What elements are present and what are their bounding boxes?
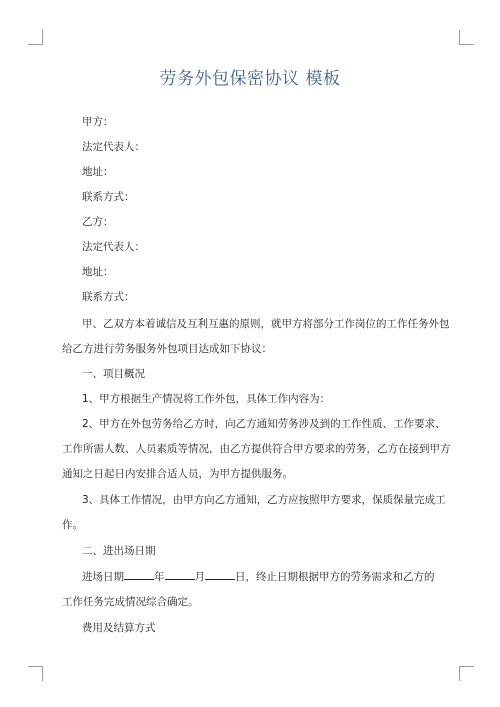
- crop-mark-top-right: [459, 30, 474, 45]
- document-title: 劳务外包保密协议 模板: [159, 69, 341, 89]
- item-2-line-2: 工作所需人数、人员素质等情况，由乙方提供符合甲方要求的劳务，乙方在接到甲方: [62, 443, 451, 455]
- intro-line-2: 给乙方进行劳务服务外包项目达成如下协议：: [62, 343, 272, 355]
- entry-date-line: [82, 570, 472, 584]
- fee-title: 费用及结算方式: [82, 622, 156, 634]
- crop-mark-top-left: [28, 30, 43, 45]
- item-2-line-3: 通知之日起日内安排合适人员，为甲方提供服务。: [62, 468, 293, 480]
- party-a-label: 甲方：: [82, 116, 114, 128]
- contact-b-label: 联系方式：: [82, 291, 135, 303]
- entry-date-label: 进场日期: [82, 571, 124, 583]
- item-2-line-1: 2、甲方在外包劳务给乙方时，向乙方通知劳务涉及到的工作性质、工作要求、: [82, 418, 446, 430]
- item-3-line-2: 作。: [62, 519, 83, 531]
- year-blank: [124, 570, 154, 580]
- entry-date-line-2: 工作任务完成情况综合确定。: [62, 596, 199, 608]
- legal-rep-a-label: 法定代表人：: [82, 141, 145, 153]
- crop-mark-bottom-right: [459, 666, 474, 681]
- crop-mark-bottom-left: [28, 666, 43, 681]
- item-1: 1、甲方根据生产情况将工作外包，具体工作内容为：: [82, 393, 331, 405]
- section-1-title: 一、项目概况: [82, 368, 145, 380]
- legal-rep-b-label: 法定代表人：: [82, 241, 145, 253]
- day-blank: [205, 570, 235, 580]
- day-and-end-text: 日，终止日期根据甲方的劳务需求和乙方的: [235, 571, 435, 583]
- item-3-line-1: 3、具体工作情况，由甲方向乙方通知，乙方应按照甲方要求，保质保量完成工: [82, 494, 446, 506]
- address-b-label: 地址：: [82, 266, 114, 278]
- party-b-label: 乙方：: [82, 216, 114, 228]
- month-blank: [165, 570, 195, 580]
- intro-line-1: 甲、乙双方本着诚信及互利互惠的原则，就甲方将部分工作岗位的工作任务外包: [82, 318, 450, 330]
- contact-a-label: 联系方式：: [82, 191, 135, 203]
- section-2-title: 二、进出场日期: [82, 545, 156, 557]
- address-a-label: 地址：: [82, 166, 114, 178]
- month-label: 月: [194, 571, 205, 583]
- year-label: 年: [154, 571, 165, 583]
